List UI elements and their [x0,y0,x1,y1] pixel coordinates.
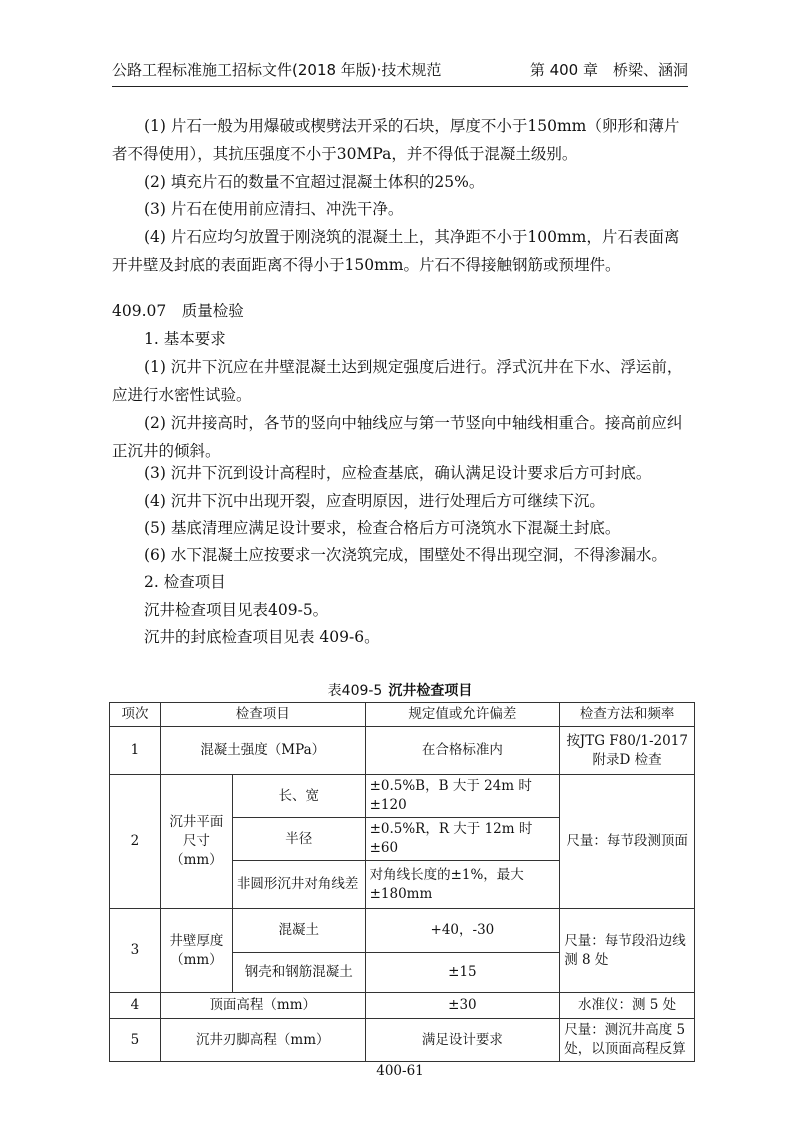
row2b-value: ±0.5%R，R 大于 12m 时±60 [365,818,560,861]
basic-item-1: (1) 沉井下沉应在井壁混凝土达到规定强度后进行。浮式沉井在下水、浮运前，应进行水密性试验。 [112,358,683,404]
row3a-item: 混凝土 [232,909,365,953]
header-doc-title: 公路工程标准施工招标文件(2018 年版)·技术规范 [112,61,442,79]
table-caption [0,680,800,700]
table-row [110,993,695,1019]
row3-method: 尺量：每节段沿边线测 8 处 [560,909,695,993]
row2-group: 沉井平面尺寸（mm） [160,775,232,909]
row2a-item: 长、宽 [232,775,365,818]
row1-no: 1 [110,727,161,775]
check-items-ref-2: 沉井的封底检查项目见表 409-6。 [144,628,380,646]
page-number: 400-61 [376,1063,424,1079]
header-chapter: 第 400 章 桥梁、涵洞 [529,61,688,79]
row5-value: 满足设计要求 [365,1019,560,1062]
check-items-ref-1: 沉井检查项目见表409-5。 [144,601,329,619]
col-header-item: 检查项目 [160,703,365,727]
basic-item-6: (6) 水下混凝土应按要求一次浇筑完成，围壁处不得出现空洞，不得渗漏水。 [144,546,667,564]
row1-method: 按JTG F80/1-2017附录D 检查 [560,727,695,775]
row3b-item: 钢壳和钢筋混凝土 [232,953,365,993]
basic-item-4: (4) 沉井下沉中出现开裂，应查明原因，进行处理后方可继续下沉。 [144,492,605,510]
table-caption-title: 沉井检查项目 [388,683,473,699]
row5-item: 沉井刃脚高程（mm） [160,1019,365,1062]
row4-value: ±30 [365,993,560,1019]
row1-value: 在合格标准内 [365,727,560,775]
basic-item-2: (2) 沉井接高时，各节的竖向中轴线应与第一节竖向中轴线相重合。接高前应纠正沉井的倾斜。 [112,414,683,460]
row2b-item: 半径 [232,818,365,861]
row5-no: 5 [110,1019,161,1062]
intro-item-2: (2) 填充片石的数量不宜超过混凝土体积的25%。 [144,173,485,191]
row4-no: 4 [110,993,161,1019]
row3b-value: ±15 [365,953,560,993]
table-row [110,727,695,775]
check-items-title: 2. 检查项目 [144,573,226,591]
basic-item-3: (3) 沉井下沉到设计高程时，应检查基底，确认满足设计要求后方可封底。 [144,464,652,482]
section-heading: 409.07 质量检验 [112,302,244,320]
intro-item-4: (4) 片石应均匀放置于刚浇筑的混凝土上，其净距不小于100mm，片石表面离开井壁及封底的表面距离不得小于150mm。片石不得接触钢筋或预埋件。 [112,228,680,274]
table-header-row [110,703,695,727]
row2-no: 2 [110,775,161,909]
intro-item-3: (3) 片石在使用前应清扫、冲洗干净。 [144,200,404,218]
row2c-value: 对角线长度的±1%，最大±180mm [365,861,560,909]
row4-method: 水准仪：测 5 处 [560,993,695,1019]
table-row [110,775,695,818]
row3a-value: +40，-30 [365,909,560,953]
table-caption-number: 表409-5 [327,683,383,699]
col-header-method: 检查方法和频率 [560,703,695,727]
basic-requirements-title: 1. 基本要求 [144,330,226,348]
row2c-item: 非圆形沉井对角线差 [232,861,365,909]
col-header-value: 规定值或允许偏差 [365,703,560,727]
row2-method: 尺量：每节段测顶面 [560,775,695,909]
row3-no: 3 [110,909,161,993]
basic-item-5: (5) 基底清理应满足设计要求，检查合格后方可浇筑水下混凝土封底。 [144,519,621,537]
col-header-no: 项次 [110,703,161,727]
row1-item: 混凝土强度（MPa） [160,727,365,775]
inspection-table [109,702,695,1062]
table-row [110,1019,695,1062]
row5-method: 尺量：测沉井高度 5处，以顶面高程反算 [560,1019,695,1062]
row4-item: 顶面高程（mm） [160,993,365,1019]
row3-group: 井壁厚度（mm） [160,909,232,993]
table-row [110,909,695,953]
intro-item-1: (1) 片石一般为用爆破或楔劈法开采的石块，厚度不小于150mm（卵形和薄片者不得使用），其抗压强度不小于30MPa，并不得低于混凝土级别。 [112,117,680,163]
page-header [112,58,688,87]
row2a-value: ±0.5%B，B 大于 24m 时±120 [365,775,560,818]
